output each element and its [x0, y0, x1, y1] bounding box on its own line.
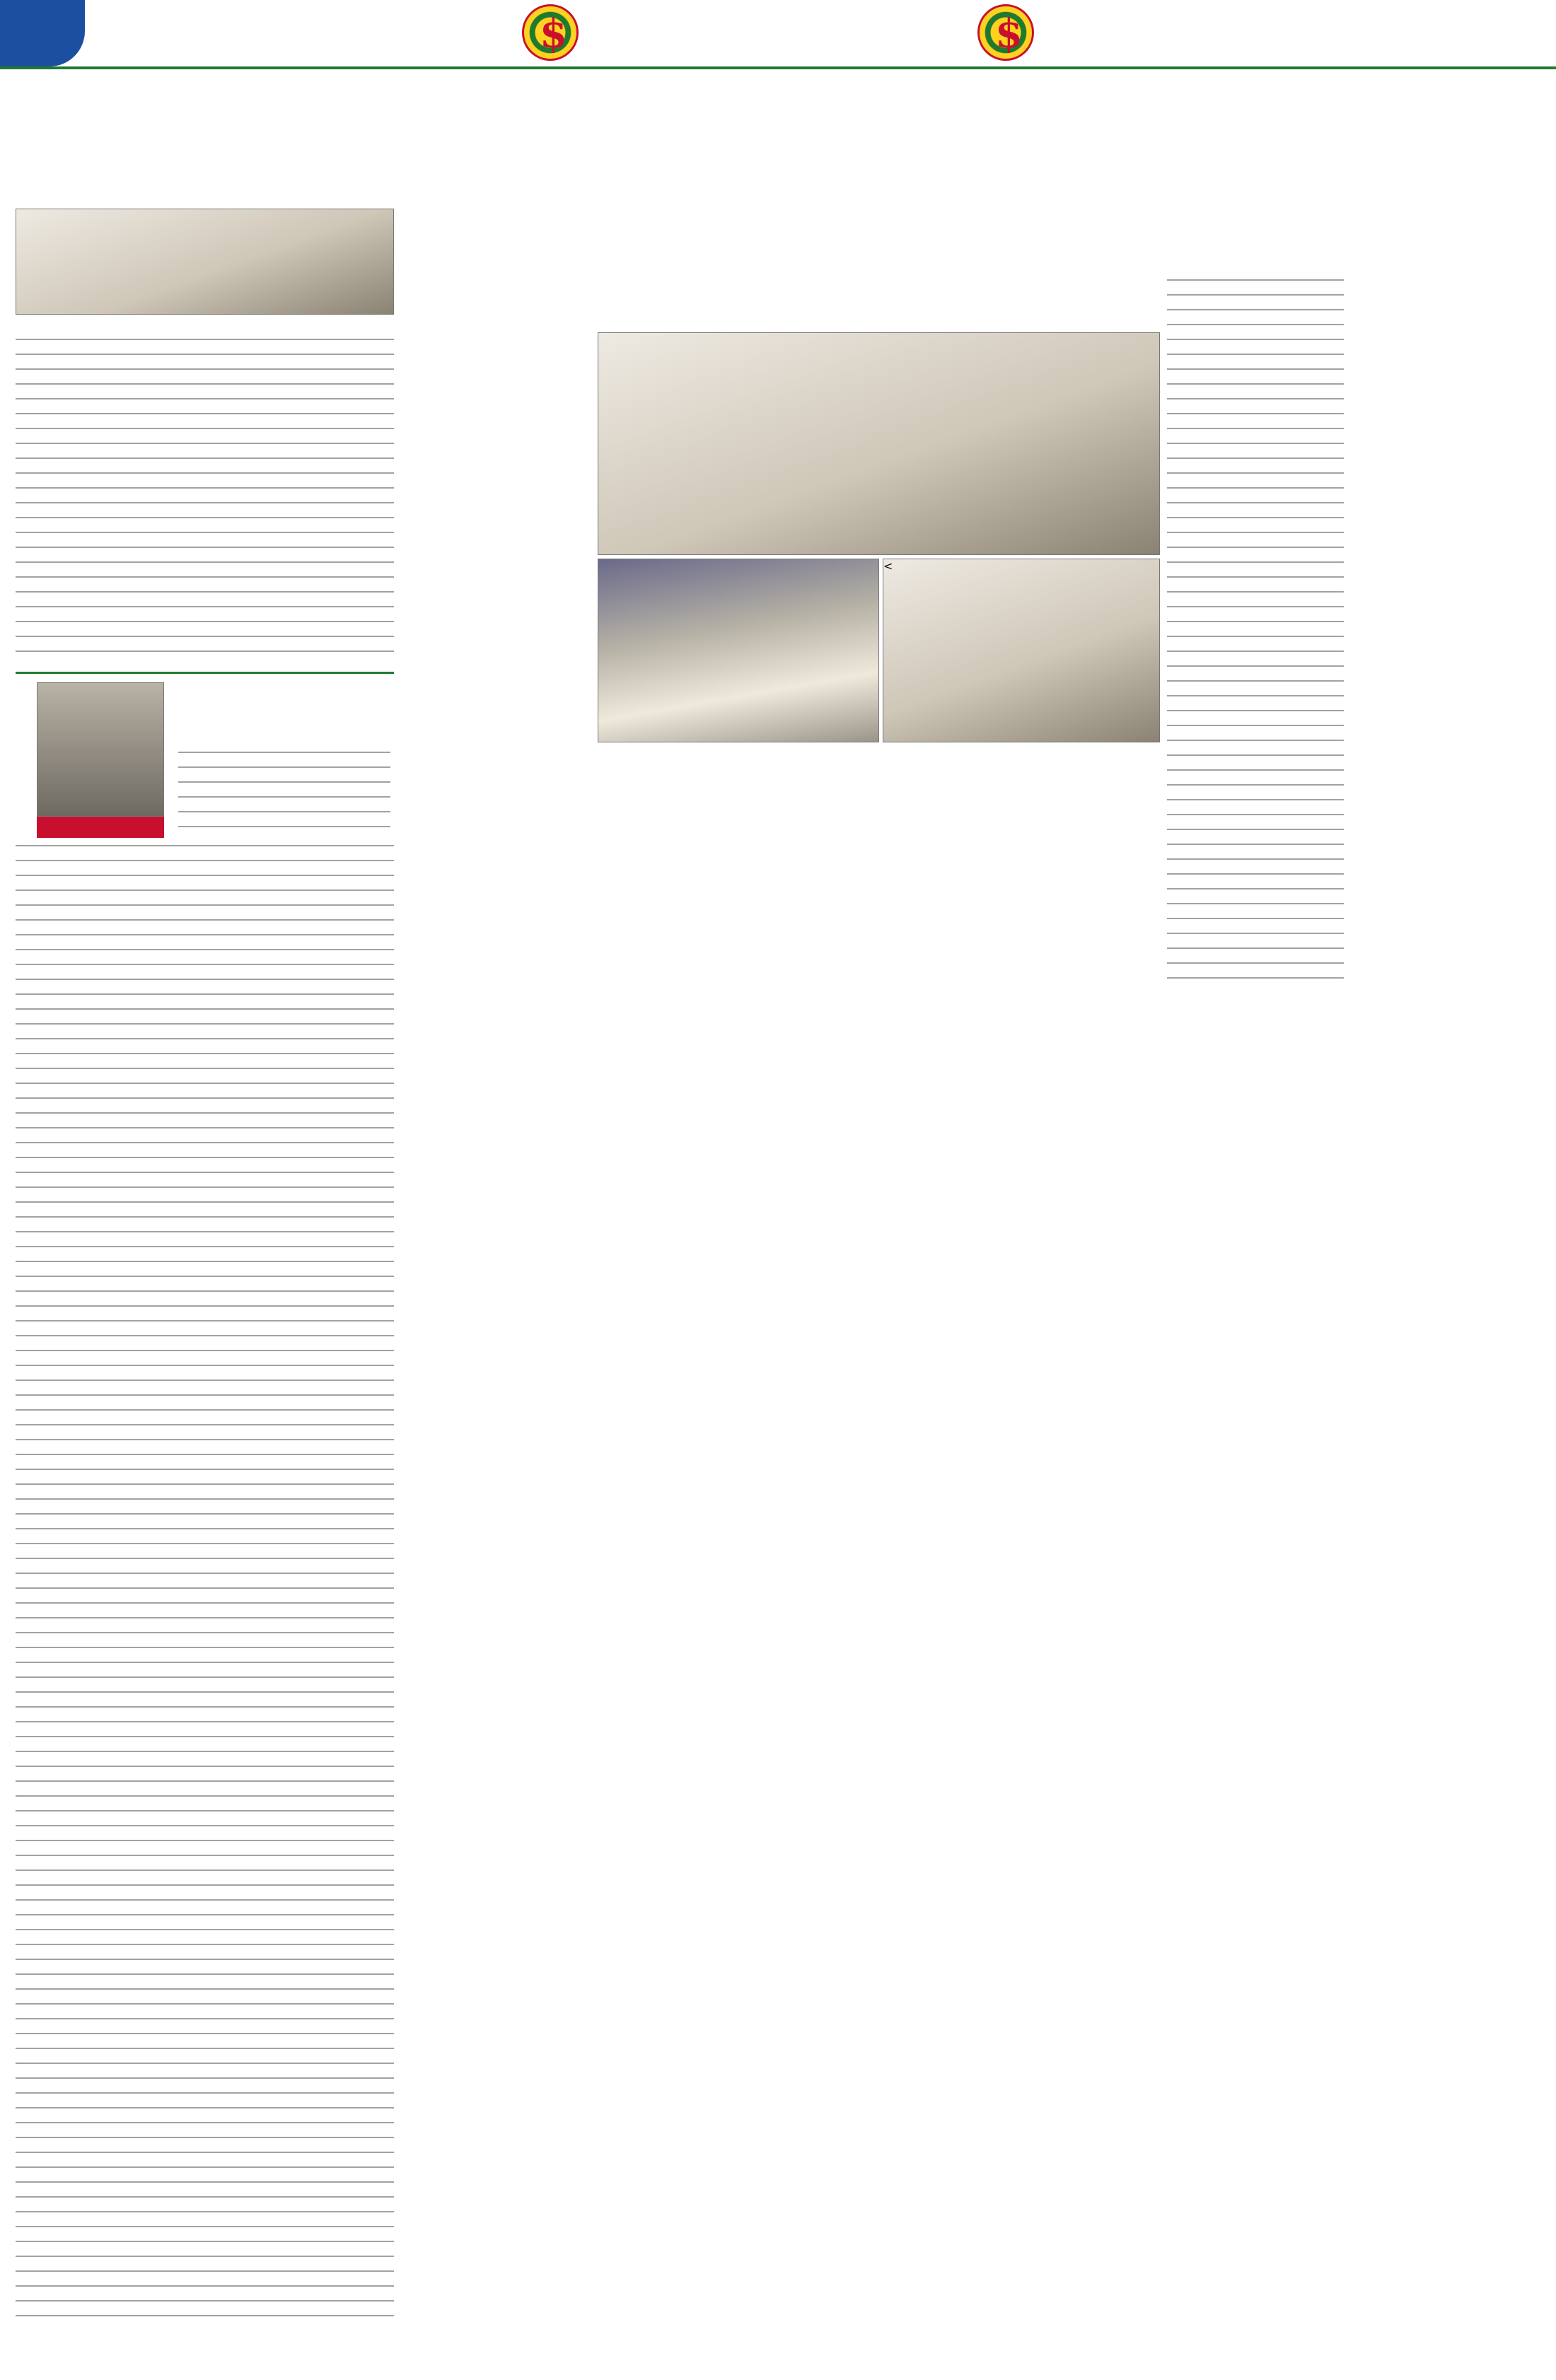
hajj-camp-demo-photo: < [883, 559, 1160, 742]
main-story-col-right [1167, 279, 1344, 986]
bayaniya-intro [178, 752, 390, 836]
left-article-body [16, 339, 394, 664]
left-dateline [16, 322, 394, 336]
school-event-photo [16, 209, 394, 315]
bayaniya-author-photo [37, 682, 164, 817]
brand-emblem-left-icon: $ [522, 4, 579, 61]
bayaniya-author [37, 817, 164, 838]
brand-emblem-right-icon: $ [977, 4, 1034, 61]
bayaniya-body [16, 845, 394, 2330]
left-article [16, 322, 394, 665]
hajj-camp-hall-photo [598, 559, 879, 742]
hajj-camp-group-photo [598, 332, 1160, 555]
masthead [0, 0, 1556, 69]
english-nameplate [587, 6, 969, 34]
bayaniya-box [16, 672, 394, 838]
page-number-badge [0, 0, 85, 66]
